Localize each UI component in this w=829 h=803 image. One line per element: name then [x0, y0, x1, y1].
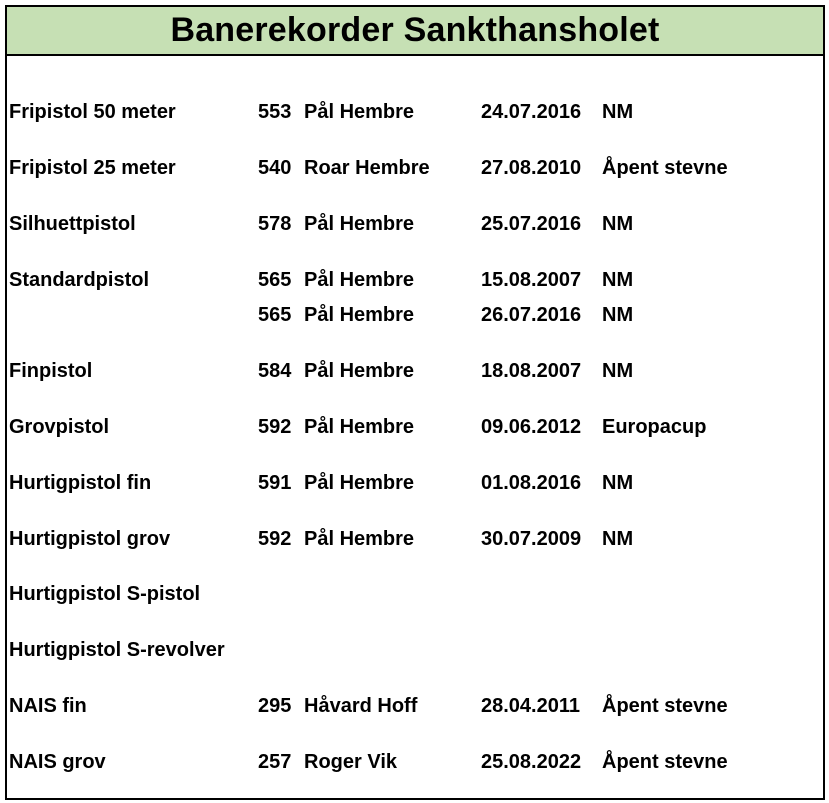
discipline-cell: Finpistol	[9, 360, 93, 382]
discipline-cell: Hurtigpistol S-pistol	[9, 583, 201, 605]
event-cell: NM	[602, 360, 634, 382]
discipline-cell: Standardpistol	[9, 269, 150, 291]
shooter-cell: Håvard Hoff	[304, 695, 418, 717]
record-row	[7, 636, 823, 664]
shooter-cell: Pål Hembre	[304, 269, 415, 291]
date-cell: 15.08.2007	[481, 269, 582, 291]
date-cell: 24.07.2016	[481, 101, 582, 123]
event-cell: Åpent stevne	[602, 695, 728, 717]
event-cell: NM	[602, 304, 634, 326]
score-cell: 592	[258, 528, 292, 550]
score-cell: 578	[258, 213, 292, 235]
shooter-cell: Pål Hembre	[304, 213, 415, 235]
date-cell: 25.08.2022	[481, 751, 582, 773]
records-sheet	[5, 5, 825, 800]
score-cell: 565	[258, 304, 292, 326]
discipline-cell: NAIS grov	[9, 751, 106, 773]
date-cell: 18.08.2007	[481, 360, 582, 382]
discipline-cell: Grovpistol	[9, 416, 110, 438]
record-row	[7, 266, 823, 294]
discipline-cell: Silhuettpistol	[9, 213, 136, 235]
event-cell: NM	[602, 269, 634, 291]
score-cell: 592	[258, 416, 292, 438]
discipline-cell: Fripistol 50 meter	[9, 101, 176, 123]
record-row	[7, 98, 823, 126]
record-row	[7, 154, 823, 182]
record-row	[7, 301, 823, 329]
page-title: Banerekorder Sankthansholet	[170, 11, 660, 49]
score-cell: 591	[258, 472, 292, 494]
record-row	[7, 748, 823, 776]
shooter-cell: Roar Hembre	[304, 157, 430, 179]
record-row	[7, 469, 823, 497]
discipline-cell: Hurtigpistol S-revolver	[9, 639, 225, 661]
discipline-cell: Fripistol 25 meter	[9, 157, 176, 179]
date-cell: 30.07.2009	[481, 528, 582, 550]
event-cell: NM	[602, 528, 634, 550]
score-cell: 257	[258, 751, 292, 773]
score-cell: 540	[258, 157, 292, 179]
shooter-cell: Roger Vik	[304, 751, 397, 773]
date-cell: 26.07.2016	[481, 304, 582, 326]
date-cell: 28.04.2011	[481, 695, 580, 717]
shooter-cell: Pål Hembre	[304, 360, 415, 382]
record-row	[7, 210, 823, 238]
shooter-cell: Pål Hembre	[304, 472, 415, 494]
record-row	[7, 357, 823, 385]
score-cell: 584	[258, 360, 292, 382]
date-cell: 09.06.2012	[481, 416, 582, 438]
shooter-cell: Pål Hembre	[304, 528, 415, 550]
date-cell: 25.07.2016	[481, 213, 582, 235]
discipline-cell: Hurtigpistol fin	[9, 472, 152, 494]
shooter-cell: Pål Hembre	[304, 416, 415, 438]
shooter-cell: Pål Hembre	[304, 101, 415, 123]
date-cell: 01.08.2016	[481, 472, 582, 494]
event-cell: Europacup	[602, 416, 707, 438]
record-row	[7, 413, 823, 441]
score-cell: 295	[258, 695, 292, 717]
discipline-cell: NAIS fin	[9, 695, 87, 717]
record-row	[7, 525, 823, 553]
date-cell: 27.08.2010	[481, 157, 582, 179]
record-row	[7, 692, 823, 720]
event-cell: NM	[602, 472, 634, 494]
record-row	[7, 580, 823, 608]
event-cell: Åpent stevne	[602, 157, 728, 179]
score-cell: 565	[258, 269, 292, 291]
event-cell: NM	[602, 213, 634, 235]
discipline-cell: Hurtigpistol grov	[9, 528, 171, 550]
event-cell: Åpent stevne	[602, 751, 728, 773]
shooter-cell: Pål Hembre	[304, 304, 415, 326]
score-cell: 553	[258, 101, 292, 123]
title-bar	[7, 7, 823, 56]
event-cell: NM	[602, 101, 634, 123]
